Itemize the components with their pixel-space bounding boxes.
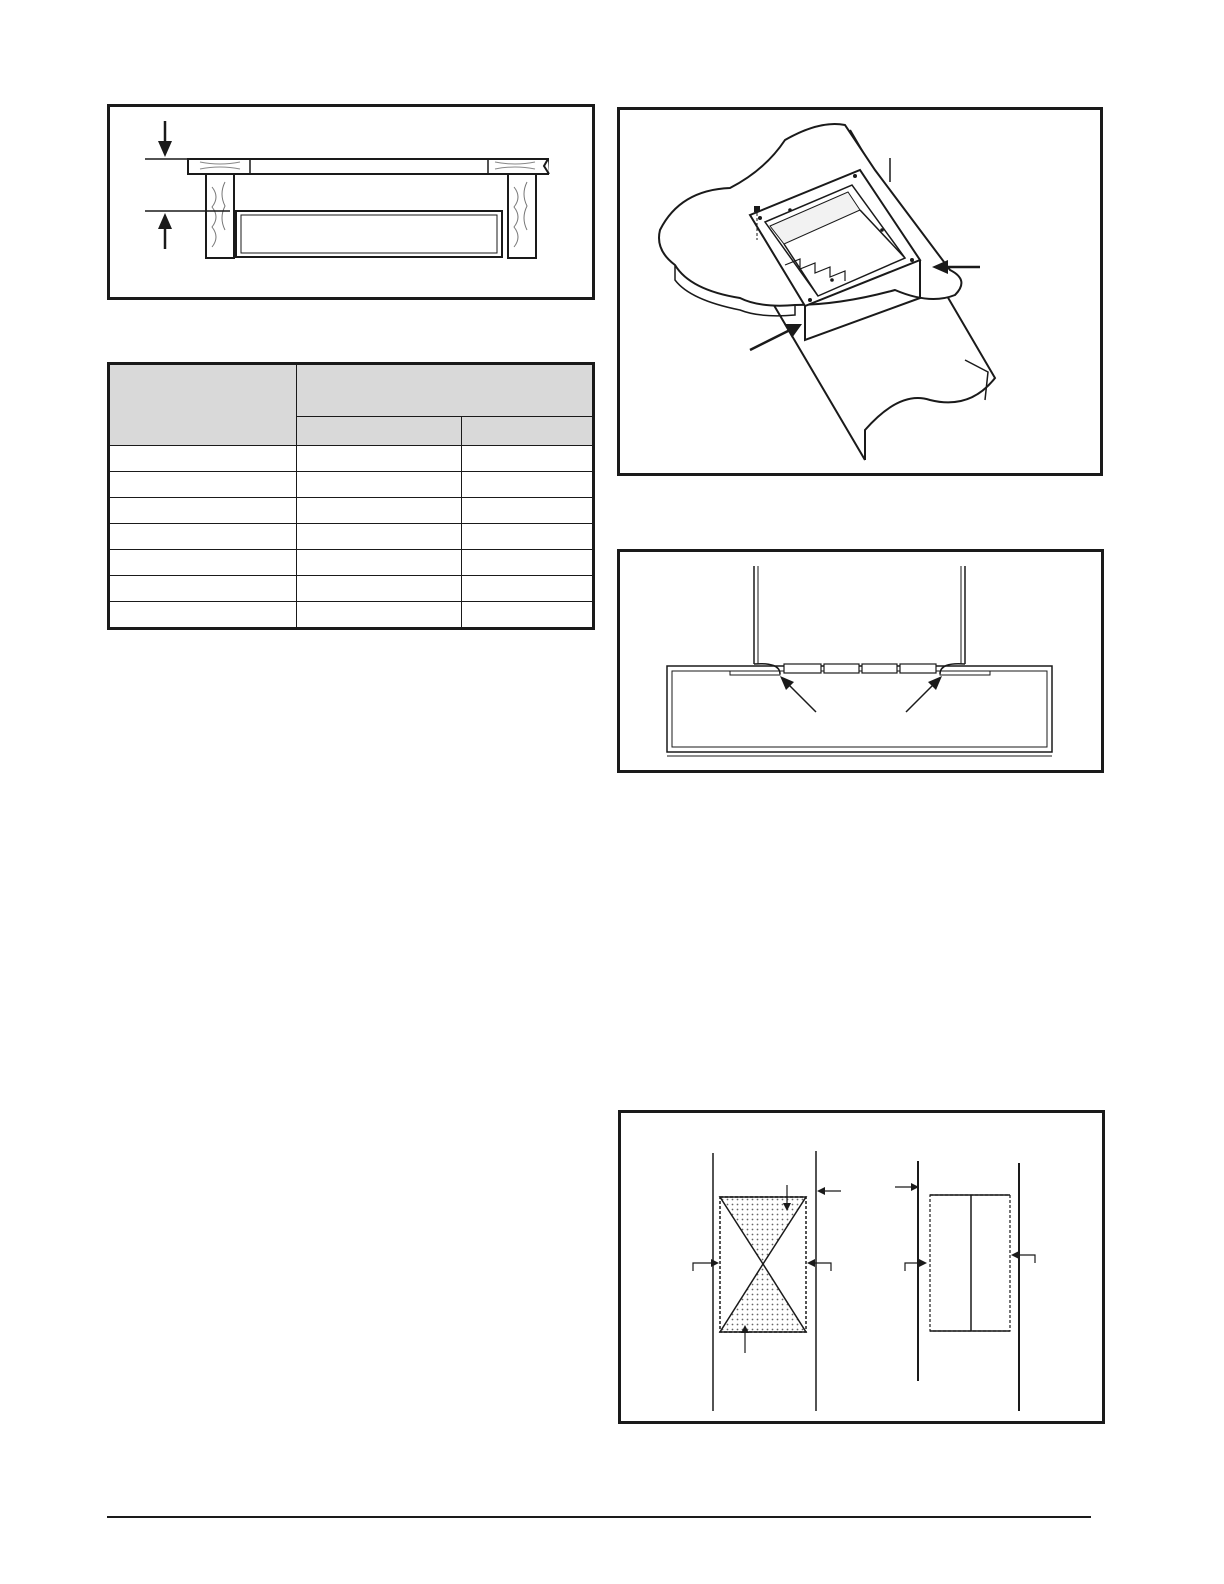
subfloor bbox=[188, 159, 548, 174]
duct-section-figure bbox=[617, 549, 1104, 773]
table-cell bbox=[109, 497, 297, 523]
table-header-left bbox=[109, 364, 297, 446]
table-cell bbox=[462, 601, 594, 628]
table-subheader bbox=[462, 417, 594, 446]
right-opening bbox=[930, 1195, 1010, 1331]
table-cell bbox=[109, 523, 297, 549]
right-joist bbox=[508, 174, 536, 258]
arrow-icon bbox=[906, 676, 942, 712]
table-cell bbox=[109, 549, 297, 575]
table-cell bbox=[109, 471, 297, 497]
table-row bbox=[109, 601, 594, 628]
table-row bbox=[109, 523, 594, 549]
table-cell bbox=[297, 601, 462, 628]
table-cell bbox=[109, 446, 297, 472]
table-row bbox=[109, 446, 594, 472]
table-cell bbox=[109, 601, 297, 628]
table-subheader bbox=[297, 417, 462, 446]
duct-layout-figure bbox=[618, 1110, 1105, 1424]
left-joist bbox=[206, 174, 234, 258]
table-cell bbox=[297, 575, 462, 601]
table-cell bbox=[297, 549, 462, 575]
table-cell bbox=[297, 497, 462, 523]
down-arrow-icon bbox=[158, 121, 172, 157]
up-arrow-icon bbox=[158, 213, 172, 249]
boot-install-figure bbox=[617, 107, 1103, 476]
table-row bbox=[109, 471, 594, 497]
table-row bbox=[109, 575, 594, 601]
joist-clearance-figure bbox=[107, 104, 595, 300]
table-cell bbox=[462, 523, 594, 549]
table-cell bbox=[109, 575, 297, 601]
trunk-duct bbox=[667, 666, 1052, 752]
spec-table bbox=[107, 362, 595, 630]
arrow-icon bbox=[750, 324, 802, 350]
table-row bbox=[109, 549, 594, 575]
table-cell bbox=[297, 446, 462, 472]
table-cell bbox=[462, 497, 594, 523]
table-header-right bbox=[297, 364, 594, 417]
table-cell bbox=[462, 575, 594, 601]
register-box bbox=[236, 211, 502, 257]
table-cell bbox=[462, 471, 594, 497]
table-row bbox=[109, 497, 594, 523]
arrow-icon bbox=[780, 676, 816, 712]
table-cell bbox=[462, 446, 594, 472]
table-cell bbox=[297, 523, 462, 549]
footer-rule bbox=[107, 1516, 1091, 1518]
table-cell bbox=[297, 471, 462, 497]
table-cell bbox=[462, 549, 594, 575]
